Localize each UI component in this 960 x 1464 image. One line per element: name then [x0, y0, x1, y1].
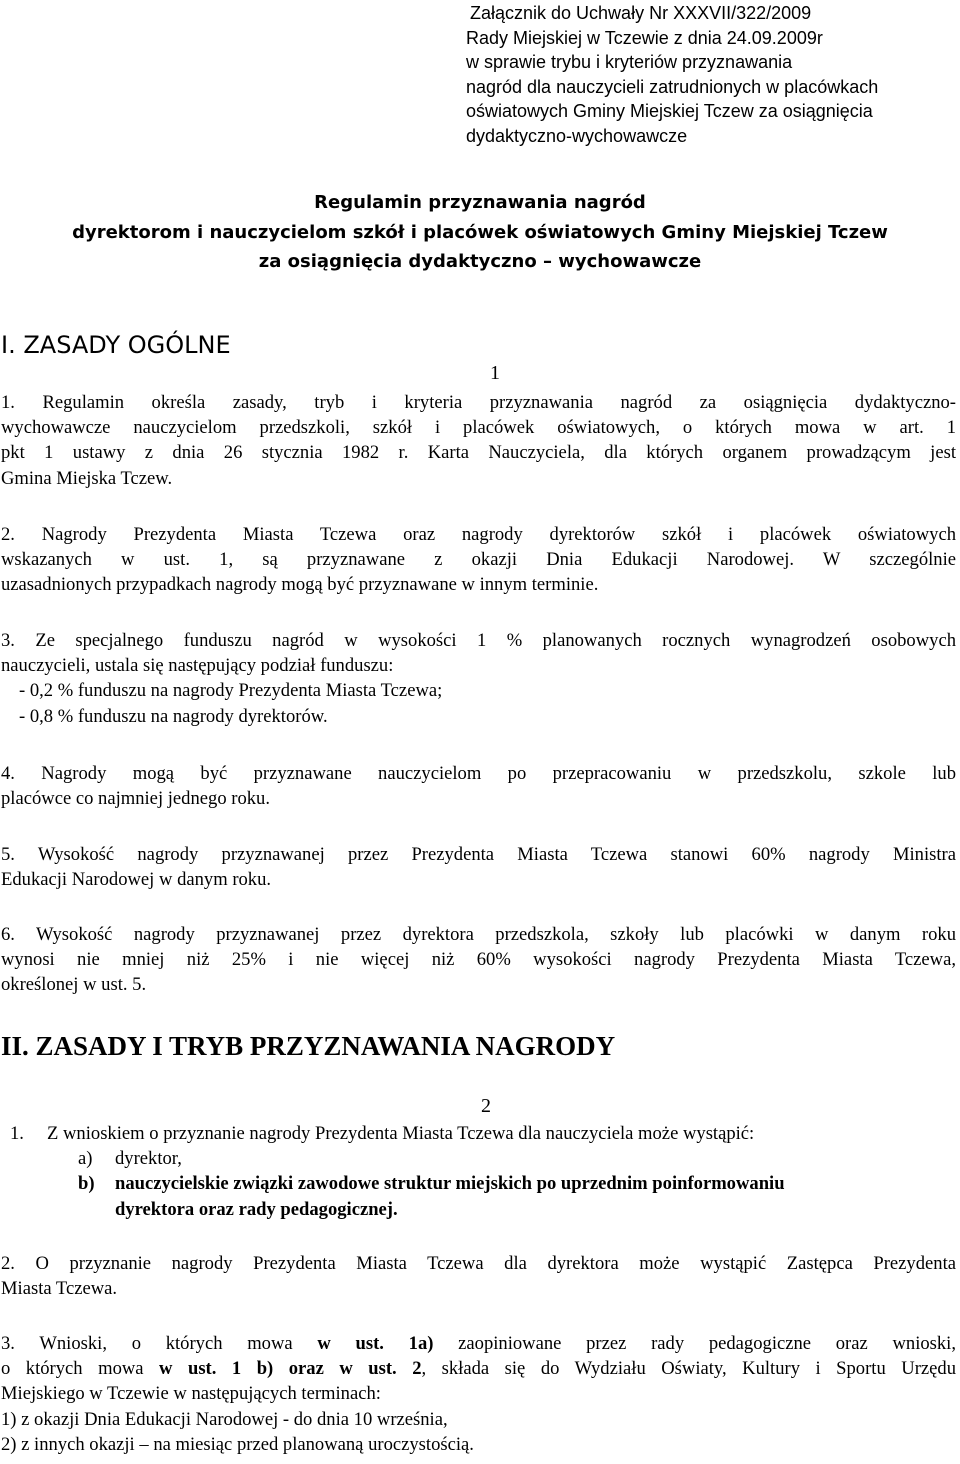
clause-5: 5. Wysokość nagrody przyznawanej przez Prezydenta Miasta Tczewa stanowi 60% nagrody Ministra Edukacji Narodowej w danym roku. — [1, 844, 956, 891]
section-heading-1: I. ZASADY OGÓLNE — [1, 331, 231, 359]
list-item: a) dyrektor, — [78, 1148, 182, 1170]
clause-2: 2. Nagrody Prezydenta Miasta Tczewa oraz nagrody dyrektorów szkół i placówek oświatowych wskazanych w ust. 1, są przyznawane z okazji Dnia Edukacji Narodowej. W szczególnie uzasadnionych przypadkach nagrody mogą być przyznawane w innym terminie. — [1, 524, 956, 596]
clause-2-3: 3. Wnioski, o których mowa w ust. 1a) zaopiniowane przez rady pedagogiczne oraz wnioski, o których mowa w ust. 1 b) oraz w ust. 2, składa się do Wydziału Oświaty, Kultury i Sportu Urzędu Miejskiego w Tczewie w następujących terminach: 1) z okazji Dnia Edukacji Narodowej - do dnia 10 września, 2) z innych okazji – na miesiąc przed planowaną uroczystością. — [1, 1331, 956, 1457]
title-line: dyrektorom i nauczycielom szkół i placówek oświatowych Gminy Miejskiej Tczew — [72, 221, 888, 243]
clause-2-2: 2. O przyznanie nagrody Prezydenta Miasta Tczewa dla dyrektora może wystąpić Zastępca Prezydenta Miasta Tczewa. — [1, 1253, 956, 1300]
annex-line: dydaktyczno-wychowawcze — [466, 125, 688, 146]
annex-header — [466, 1, 946, 148]
list-item: 2) z innych okazji – na miesiąc przed planowaną uroczystością. — [1, 1433, 474, 1455]
paragraph-sign-2: 2 — [481, 1095, 491, 1117]
annex-line: oświatowych Gminy Miejskiej Tczew za osiągnięcia — [466, 101, 873, 121]
annex-line: Załącznik do Uchwały Nr XXXVII/322/2009 — [470, 3, 812, 23]
annex-line: w sprawie trybu i kryteriów przyznawania — [466, 52, 793, 72]
title-line: za osiągnięcia dydaktyczno – wychowawcze — [258, 251, 702, 272]
list-item: - 0,2 % funduszu na nagrody Prezydenta Miasta Tczewa; — [19, 680, 443, 702]
annex-line: nagród dla nauczycieli zatrudnionych w placówkach — [466, 76, 879, 97]
clause-2-1: 1. Z wnioskiem o przyznanie nagrody Prezydenta Miasta Tczewa dla nauczyciela może wystąpić: a) dyrektor, b) nauczycielskie związki zawodowe struktur miejskich po uprzednim poinformowaniu dyrektora oraz rady pedagogicznej. — [1, 1121, 956, 1222]
clause-4: 4. Nagrody mogą być przyznawane nauczycielom po przepracowaniu w przedszkolu, szkole lub placówce co najmniej jednego roku. — [1, 763, 956, 810]
annex-line: Rady Miejskiej w Tczewie z dnia 24.09.2009r — [466, 27, 823, 48]
clause-1: 1. Regulamin określa zasady, tryb i kryteria przyznawania nagród za osiągnięcia dydaktyczno- wychowawcze nauczycielom przedszkoli, szkół i placówek oświatowych, o których mowa w art. 1 pkt 1 ustawy z dnia 26 stycznia 1982 r. Karta Nauczyciela, dla których organem prowadzącym jest Gmina Miejska Tczew. — [1, 392, 956, 489]
title-line: Regulamin przyznawania nagród — [314, 192, 646, 213]
document-title — [0, 188, 960, 277]
clause-3: 3. Ze specjalnego funduszu nagród w wysokości 1 % planowanych rocznych wynagrodzeń osobowych nauczycieli, ustala się następujący podział funduszu: - 0,2 % funduszu na nagrody Prezydenta Miasta Tczewa; - 0,8 % funduszu na nagrody dyrektorów. — [1, 628, 956, 729]
list-item: b) nauczycielskie związki zawodowe struktur miejskich po uprzednim poinformowaniu — [78, 1173, 785, 1195]
list-item: 1) z okazji Dnia Edukacji Narodowej - do dnia 10 września, — [1, 1408, 448, 1430]
list-item: - 0,8 % funduszu na nagrody dyrektorów. — [19, 705, 328, 727]
section-heading-2: II. ZASADY I TRYB PRZYZNAWANIA NAGRODY — [1, 1031, 616, 1061]
clause-6: 6. Wysokość nagrody przyznawanej przez dyrektora przedszkola, szkoły lub placówki w danym roku wynosi nie mniej niż 25% i nie więcej niż 60% wysokości nagrody Prezydenta Miasta Tczewa, określonej w ust. 5. — [1, 924, 956, 996]
paragraph-sign-1: 1 — [490, 362, 500, 384]
